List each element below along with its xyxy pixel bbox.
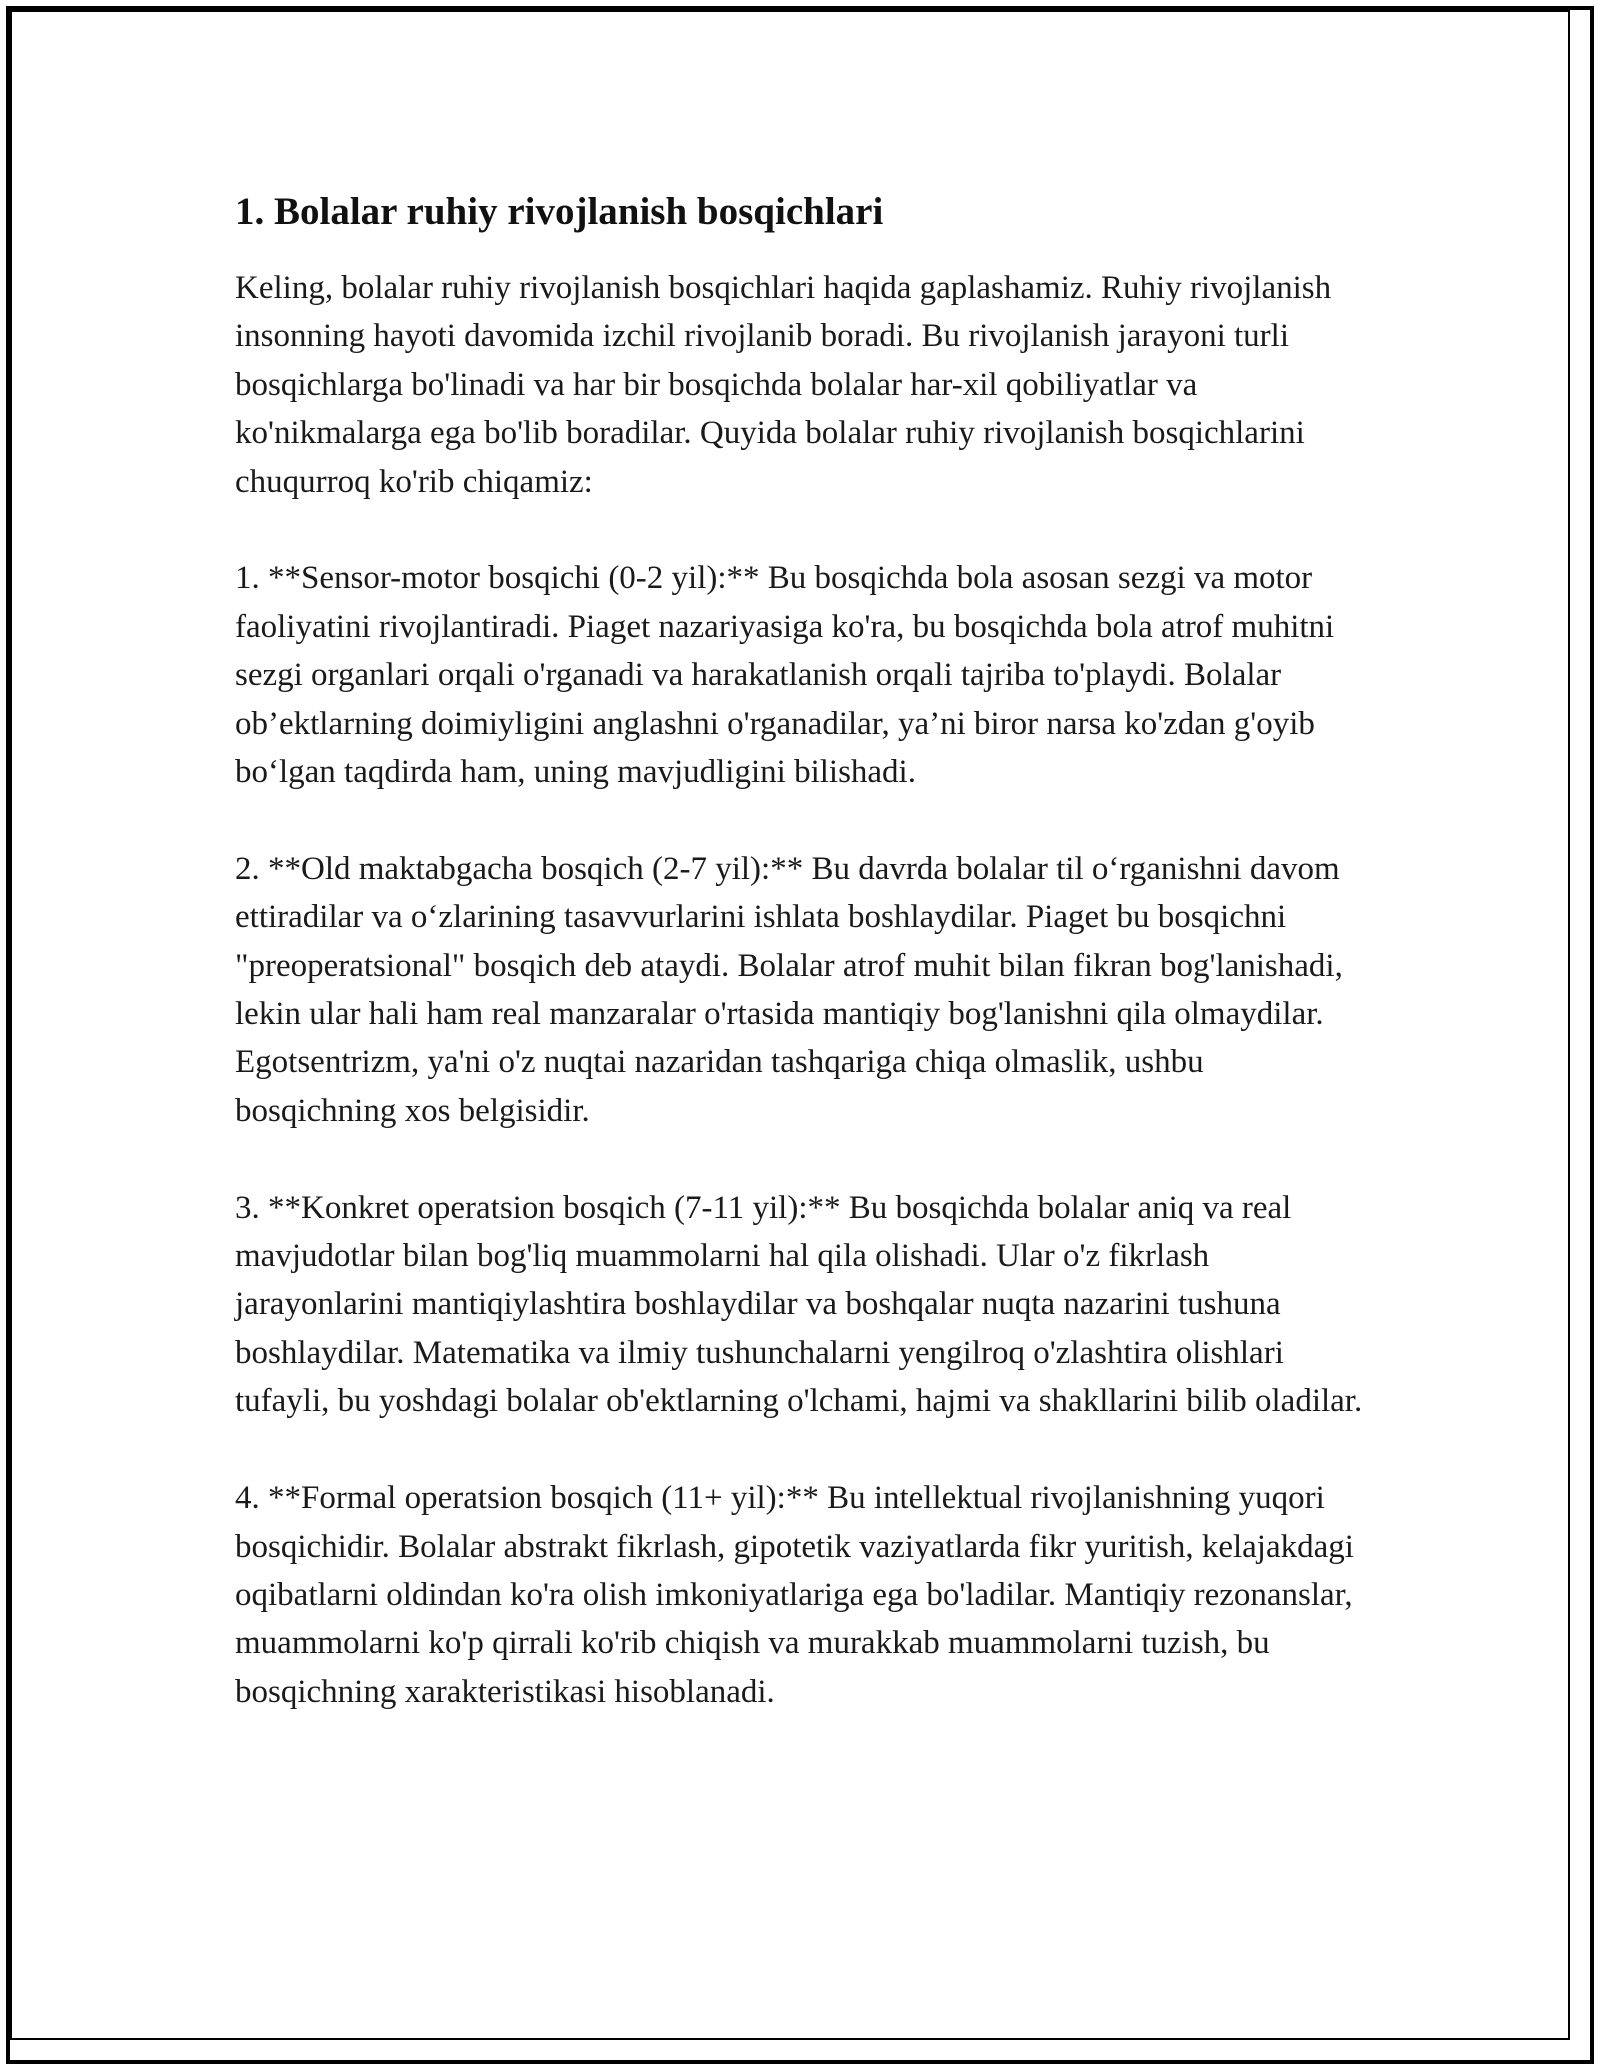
intro-paragraph: Keling, bolalar ruhiy rivojlanish bosqichlari haqida gaplashamiz. Ruhiy rivojlanish insonning hayoti davomida izchil rivojlanib boradi. Bu rivojlanish jarayoni turli bosqichlarga bo'linadi va har bir bosqichda bolalar har-xil qobiliyatlar va ko'nikmalarga ega bo'lib boradilar. Quyida bolalar ruhiy rivojlanish bosqichlarini chuqurroq ko'rib chiqamiz: (235, 270, 1332, 500)
section-heading: 1. Bolalar ruhiy rivojlanish bosqichlari (235, 190, 884, 233)
stage-concrete-operational-paragraph: 3. **Konkret operatsion bosqich (7-11 yil):** Bu bosqichda bolalar aniq va real mavjudotlar bilan bog'liq muammolarni hal qila olishadi. Ular o'z fikrlash jarayonlarini mantiqiylashtira boshlaydilar va boshqalar nuqta nazarini tushuna boshlaydilar. Matematika va ilmiy tushunchalarni yengilroq o'zlashtira olishlari tufayli, bu yoshdagi bolalar ob'ektlarning o'lchami, hajmi va shakllarini bilib oladilar. (235, 1189, 1363, 1420)
document-body (235, 186, 1365, 1716)
stage-formal-operational-paragraph: 4. **Formal operatsion bosqich (11+ yil):** Bu intellektual rivojlanishning yuqori bosqichidir. Bolalar abstrakt fikrlash, gipotetik vaziyatlarda fikr yuritish, kelajakdagi oqibatlarni oldindan ko'ra olish imkoniyatlariga ega bo'ladilar. Mantiqiy rezonanslar, muammolarni ko'p qirrali ko'rib chiqish va murakkab muammolarni tuzish, bu bosqichning xarakteristikasi hisoblanadi. (235, 1480, 1354, 1710)
stage-sensor-motor-paragraph: 1. **Sensor-motor bosqichi (0-2 yil):** Bu bosqichda bola asosan sezgi va motor faoliyatini rivojlantiradi. Piaget nazariyasiga ko'ra, bu bosqichda bola atrof muhitni sezgi organlari orqali o'rganadi va harakatlanish orqali tajriba to'playdi. Bolalar ob’ektlarning doimiyligini anglashni o'rganadilar, ya’ni biror narsa ko'zdan g'oyib bo‘lgan taqdirda ham, uning mavjudligini bilishadi. (235, 560, 1335, 791)
stage-preoperational-paragraph: 2. **Old maktabgacha bosqich (2-7 yil):** Bu davrda bolalar til o‘rganishni davom ettiradilar va o‘zlarining tasavvurlarini ishlata boshlaydilar. Piaget bu bosqichni "preoperatsional" bosqich deb ataydi. Bolalar atrof muhit bilan fikran bog'lanishadi, lekin ular hali ham real manzaralar o'rtasida mantiqiy bog'lanishni qila olmaydilar. Egotsentrizm, ya'ni o'z nuqtai nazaridan tashqariga chiqa olmaslik, ushbu bosqichning xos belgisidir. (235, 850, 1343, 1129)
